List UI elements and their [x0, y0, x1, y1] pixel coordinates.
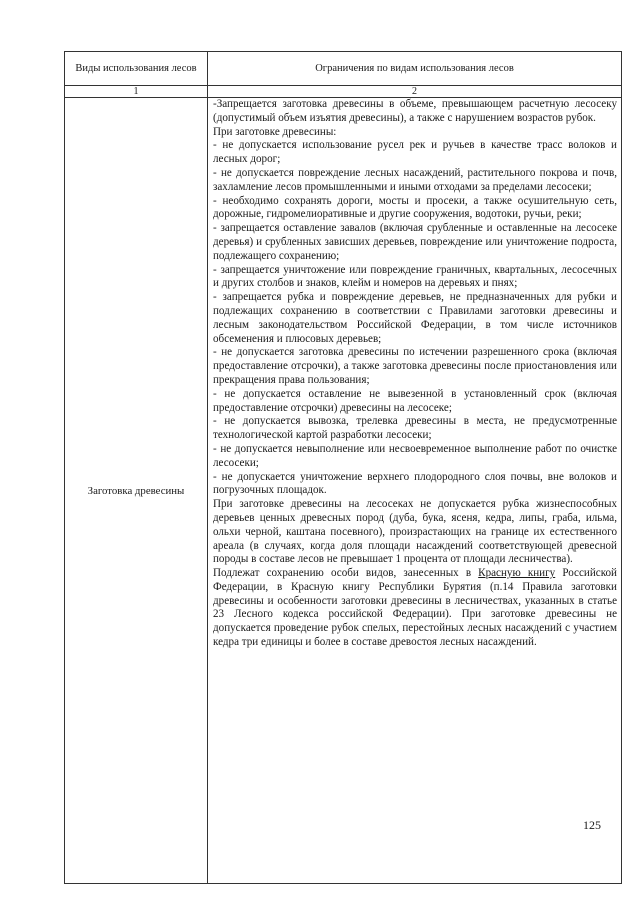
row-label: Заготовка древесины [65, 98, 208, 884]
paragraph: - необходимо сохранять дороги, мосты и просеки, а также осушительную сеть, дорожные, гидромелиоративные и другие сооружения, водотоки, ручьи, реки; [213, 194, 617, 221]
red-book-text-after: Российской Федерации, в Красную книгу Республики Бурятия (п.14 Правила заготовки древесины и особенности заготовки древесины в лесничествах, указанных в статье 23 Лесного кодекса российской Федерации). При заготовке древесины не допускается проведение рубок спелых, перестойных лесных насаждений с участием кедра три единицы и более в составе древостоя лесных насаждений. [213, 567, 617, 649]
paragraph: - не допускается уничтожение верхнего плодородного слоя почвы, вне волоков и погрузочных площадок. [213, 470, 617, 497]
header-row [65, 52, 622, 86]
paragraph: - запрещается оставление завалов (включая срубленные и оставленные на лесосеке деревья) и срубленных зависших деревьев, повреждение или уничтожение подроста, подлежащего сохранению; [213, 222, 617, 262]
restrictions-text [208, 98, 621, 650]
column-number-1: 1 [65, 86, 208, 98]
paragraph-red-book [213, 567, 617, 650]
paragraph: При заготовке древесины: [213, 125, 337, 138]
red-book-text-before: Подлежат сохранению особи видов, занесенных в [213, 567, 479, 580]
paragraph: - запрещается рубка и повреждение деревьев, не предназначенных для рубки и подлежащих сохранению в соответствии с Правилами заготовки древесины и лесным законодательством Российской Федерации, в том числе источников обсеменения и плюсовых деревьев; [213, 291, 617, 345]
page-number: 125 [583, 818, 601, 832]
header-cell-restrictions: Ограничения по видам использования лесов [208, 52, 622, 86]
paragraph: - не допускается невыполнение или несвоевременное выполнение работ по очистке лесосеки; [213, 442, 617, 469]
column-number-2: 2 [208, 86, 622, 98]
restrictions-table [64, 51, 622, 884]
column-number-row [65, 86, 622, 98]
paragraph: - не допускается вывозка, трелевка древесины в места, не предусмотренные технологической картой разработки лесосеки; [213, 415, 617, 442]
paragraph: - не допускается повреждение лесных насаждений, растительного покрова и почв, захламление лесов промышленными и иными отходами за пределами лесосеки; [213, 166, 617, 193]
paragraph: - не допускается использование русел рек и ручьев в качестве трасс волоков и лесных дорог; [213, 139, 617, 166]
paragraph: - не допускается оставление не вывезенной в установленный срок (включая предоставление отсрочки) древесины на лесосеке; [213, 387, 617, 414]
paragraph: При заготовке древесины на лесосеках не допускается рубка жизнеспособных деревьев ценных древесных пород (дуба, бука, ясеня, кедра, липы, граба, ильма, ольхи черной, каштана посевного), произрастающих на границе их естественного ареала (в случаях, когда доля площади насаждений соответствующей древесной породы в составе лесов не превышает 1 процента от площади лесничества). [213, 498, 617, 566]
paragraph: - не допускается заготовка древесины по истечении разрешенного срока (включая предоставление отсрочки), а также заготовка древесины после приостановления или прекращения права пользования; [213, 346, 617, 386]
red-book-link[interactable]: Красную книгу [478, 567, 556, 580]
restrictions-cell [208, 98, 622, 884]
table-row [65, 98, 622, 884]
paragraph: - запрещается уничтожение или повреждение граничных, квартальных, лесосечных и других столбов и знаков, клейм и номеров на деревьях и пнях; [213, 263, 617, 290]
paragraph: -Запрещается заготовка древесины в объеме, превышающем расчетную лесосеку (допустимый объем изъятия древесины), а также с нарушением возрастов рубок. [213, 98, 617, 124]
header-cell-usage: Виды использования лесов [65, 52, 208, 86]
